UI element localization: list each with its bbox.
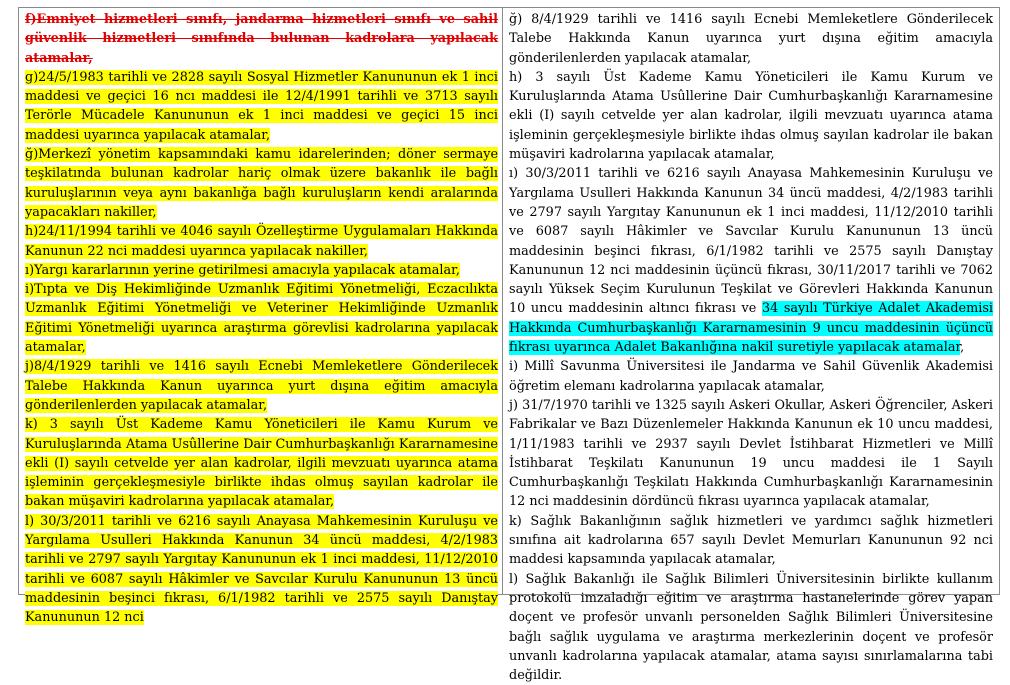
clause-l-text: l) 30/3/2011 tarihli ve 6216 sayılı Anayasa Mahkemesinin Kuruluşu ve Yargılama Usulleri Hakkında Kanunun 34 üncü maddesi, 4/2/1983 tarihli ve 2797 sayılı Yargıtay Kanununun ek 1 inci maddesi, 11/12/2010 tarihli ve 6087 sayılı Hâkimler ve Savcılar Kurulu Kanununun 13 üncü maddesinin beşinci fıkrası, 6/1/1982 tarihli ve 2575 sayılı Danıştay Kanununun 12 nci: [25, 513, 499, 626]
clause-dotless-i-new-text: ı) 30/3/2011 tarihli ve 6216 sayılı Anayasa Mahkemesinin Kuruluşu ve Yargılama Usulleri Hakkında Kanunun 34 üncü maddesi, 4/2/1983 tarihli ve 2797 sayılı Yargıtay Kanununun ek 1 inci maddesi, 11/12/2010 tarihli ve 6087 sayılı Hâkimler ve Savcılar Kurulu Kanununun 13 üncü maddesinin beşinci fıkrası, 6/1/1982 tarihli ve 2575 sayılı Danıştay Kanununun 12 nci maddesinin üçüncü fıkrası, 30/11/2017 tarihli ve 7062 sayılı Yüksek Seçim Kurulunun Teşkilat ve Görevleri Hakkında Kanunun 10 uncu maddesinin altıncı fıkrası ve: [509, 166, 993, 317]
clause-l-new: l) Sağlık Bakanlığı ile Sağlık Bilimleri Üniversitesinin birlikte kullanım protokolü imzaladığı eğitim ve araştırma hastanelerinde görev yapan doçent ve profesör unvanlı personelden Sağlık Bilimleri Üniversitesine bağlı sağlık uygulama ve araştırma merkezlerinin doçent ve profesör unvanlı kadrolarına yapılacak atamalar, atama sayısı sınırlamalarına tabi değildir.: [509, 571, 993, 684]
clause-k-text: k) 3 sayılı Üst Kademe Kamu Yöneticileri ile Kamu Kurum ve Kuruluşlarında Atama Usûllerine Dair Cumhurbaşkanlığı Kararnamesine ekli (I) sayılı cetvelde yer alan kadrolar, ilgili mevzuatı uyarınca atama işleminin gerçekleşmesiyle birlikte ihdas olmuş sayılan kadrolar ile bakan müşaviri kadrolarına yapılacak atamalar,: [25, 417, 499, 510]
clause-h-new: h) 3 sayılı Üst Kademe Kamu Yöneticileri ile Kamu Kurum ve Kuruluşlarında Atama Usûllerine Dair Cumhurbaşkanlığı Kararnamesine ekli (I) sayılı cetvelde yer alan kadrolar, ilgili mevzuatı uyarınca atama işleminin gerçekleşmesiyle birlikte ihdas olmuş sayılan kadrolar ile bakan müşaviri kadrolarına yapılacak atamalar,: [509, 69, 993, 163]
right-column-new-text: [503, 8, 999, 684]
clause-j-new: j) 31/7/1970 tarihli ve 1325 sayılı Askeri Okullar, Askeri Öğrenciler, Askeri Fabrikalar ve Bazı Düzenlemeler Hakkında Kanunun ek 10 uncu maddesi, 1/11/1983 tarihli ve 2937 sayılı Devlet İstihbarat Hizmetleri ve Millî İstihbarat Teşkilatı Kanununun 19 uncu maddesi ile 1 Sayılı Cumhurbaşkanlığı Teşkilatı Hakkında Cumhurbaşkanlığı Kararnamesinin 12 nci maddesinin dördüncü fıkrası uyarınca yapılacak atamalar,: [509, 397, 993, 510]
clause-dotless-i-new: [509, 164, 993, 357]
clause-f-text: f)Emniyet hizmetleri sınıfı, jandarma hizmetleri sınıfı ve sahil güvenlik hizmetleri sınıfında bulunan kadrolara yapılacak atamalar,: [25, 12, 499, 66]
clause-h-text: h)24/11/1994 tarihli ve 4046 sayılı Özelleştirme Uygulamaları Hakkında Kanunun 22 nci maddesi uyarınca yapılacak nakiller,: [25, 224, 499, 259]
clause-g-breve-new: ğ) 8/4/1929 tarihli ve 1416 sayılı Ecnebi Memleketlere Gönderilecek Talebe Hakkında Kanun uyarınca yurt dışına eğitim amacıyla gönderilenlerden yapılacak atamalar,: [509, 12, 993, 66]
left-column-old-text: [19, 8, 503, 626]
clause-k: [25, 415, 498, 511]
clause-j: [25, 357, 498, 415]
clause-l: [25, 512, 498, 628]
clause-j-text: j)8/4/1929 tarihli ve 1416 sayılı Ecnebi Memleketlere Gönderilecek Talebe Hakkında Kanun uyarınca yurt dışına eğitim amacıyla gönderilenlerden yapılacak atamalar,: [25, 359, 499, 413]
clause-dotless-i-text: ı)Yargı kararlarının yerine getirilmesi amacıyla yapılacak atamalar,: [25, 262, 460, 278]
clause-g: [25, 68, 498, 145]
clause-i-text: i)Tıpta ve Diş Hekimliğinde Uzmanlık Eğitimi Yönetmeliği, Eczacılıkta Uzmanlık Eğitimi Yönetmeliği ve Veteriner Hekimliğinde Uzmanlık Eğitimi Yönetmeliği uyarınca araştırma görevlisi kadrolarına yapılacak atamalar,: [25, 282, 499, 356]
clause-g-breve-text: ğ)Merkezî yönetim kapsamındaki kamu idarelerinden; döner sermaye teşkilatında bulunan kadrolar hariç olmak üzere bakanlık ile bağlı kuruluşlarının veya aynı bakanlığa bağlı kuruluşların kendi aralarında yapacakları nakiller,: [25, 147, 499, 220]
clause-dotless-i: [25, 261, 498, 280]
clause-i: [25, 280, 498, 357]
clause-dotless-i-new-highlight: 34 sayılı Türkiye Adalet Akademisi Hakkında Cumhurbaşkanlığı Kararnamesinin 9 uncu maddesinin üçüncü fıkrası uyarınca Adalet Bakanlığına nakil suretiyle yapılacak atamalar: [509, 301, 993, 356]
comparison-table: [18, 7, 1000, 684]
clause-h: [25, 222, 498, 261]
clause-f-deleted: [25, 10, 498, 68]
clause-g-text: g)24/5/1983 tarihli ve 2828 sayılı Sosyal Hizmetler Kanununun ek 1 inci maddesi ve geçici 16 ncı maddesi ile 12/4/1991 tarihli ve 3713 sayılı Terörle Mücadele Kanununun ek 1 inci maddesi ve geçici 15 inci maddesi uyarınca yapılacak atamalar,: [25, 69, 499, 143]
clause-i-new: i) Millî Savunma Üniversitesi ile Jandarma ve Sahil Güvenlik Akademisi öğretim elemanı kadrolarına yapılacak atamalar,: [509, 359, 993, 394]
clause-k-new: k) Sağlık Bakanlığının sağlık hizmetleri ve yardımcı sağlık hizmetleri sınıfına ait kadrolarına 657 sayılı Devlet Memurları Kanununun 92 nci maddesi kapsamında yapılacak atamalar,: [509, 513, 993, 568]
clause-g-breve: [25, 145, 498, 222]
clause-dotless-i-new-tail: ,: [960, 340, 965, 356]
